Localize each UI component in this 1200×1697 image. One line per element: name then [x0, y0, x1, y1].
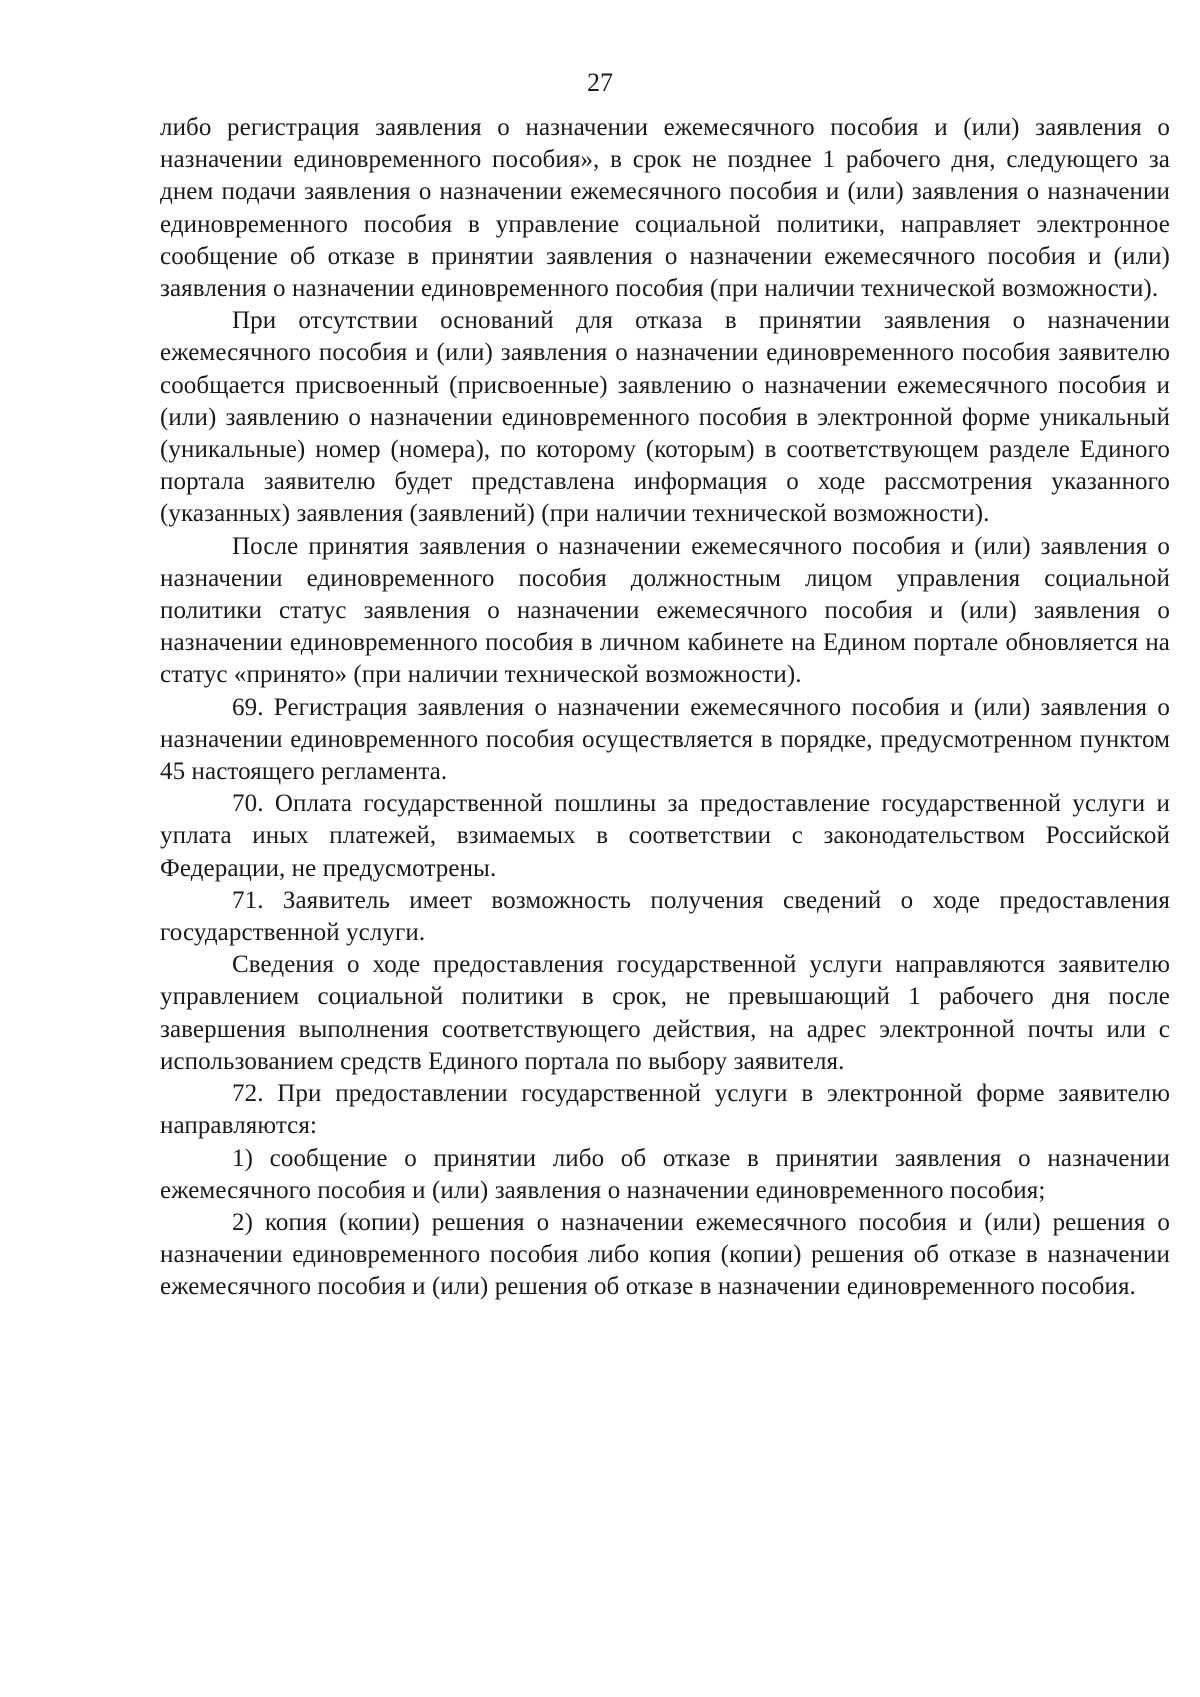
- document-body: [160, 112, 1170, 1304]
- paragraph-continuation: либо регистрация заявления о назначении ежемесячного пособия и (или) заявления о назначении единовременного пособия», в срок не позднее 1 рабочего дня, следующего за днем подачи заявления о назначении ежемесячного пособия и (или) заявления о назначении единовременного пособия в управление социальной политики, направляет электронное сообщение об отказе в принятии заявления о назначении ежемесячного пособия и (или) заявления о назначении единовременного пособия (при наличии технической возможности).: [160, 114, 1170, 303]
- paragraph-item-70: 70. Оплата государственной пошлины за предоставление государственной услуги и уплата иных платежей, взимаемых в соответствии с законодательством Российской Федерации, не предусмотрены.: [160, 790, 1170, 882]
- paragraph-progress-info: Сведения о ходе предоставления государственной услуги направляются заявителю управлением социальной политики в срок, не превышающий 1 рабочего дня после завершения выполнения соответствующего действия, на адрес электронной почты или с использованием средств Единого портала по выбору заявителя.: [160, 951, 1170, 1075]
- paragraph-status-accepted: После принятия заявления о назначении ежемесячного пособия и (или) заявления о назначении единовременного пособия должностным лицом управления социальной политики статус заявления о назначении ежемесячного пособия и (или) заявления о назначении единовременного пособия в личном кабинете на Едином портале обновляется на статус «принято» (при наличии технической возможности).: [160, 532, 1170, 689]
- list-item-2: 2) копия (копии) решения о назначении ежемесячного пособия и (или) решения о назначении единовременного пособия либо копия (копии) решения об отказе в назначении ежемесячного пособия и (или) решения об отказе в назначении единовременного пособия.: [160, 1208, 1170, 1301]
- list-item-1: 1) сообщение о принятии либо об отказе в принятии заявления о назначении ежемесячного пособия и (или) заявления о назначении единовременного пособия;: [160, 1144, 1170, 1204]
- paragraph-item-71: 71. Заявитель имеет возможность получения сведений о ходе предоставления государственной услуги.: [160, 886, 1170, 947]
- paragraph-unique-number: При отсутствии оснований для отказа в принятии заявления о назначении ежемесячного пособия и (или) заявления о назначении единовременного пособия заявителю сообщается присвоенный (присвоенные) заявлению о назначении ежемесячного пособия и (или) заявлению о назначении единовременного пособия в электронной форме уникальный (уникальные) номер (номера), по которому (которым) в соответствующем разделе Единого портала заявителю будет представлена информация о ходе рассмотрения указанного (указанных) заявления (заявлений) (при наличии технической возможности).: [160, 307, 1170, 528]
- paragraph-item-69: 69. Регистрация заявления о назначении ежемесячного пособия и (или) заявления о назначении единовременного пособия осуществляется в порядке, предусмотренном пунктом 45 настоящего регламента.: [160, 693, 1170, 786]
- page-number: 27: [587, 68, 613, 97]
- paragraph-item-72: 72. При предоставлении государственной услуги в электронной форме заявителю направляются:: [160, 1080, 1170, 1140]
